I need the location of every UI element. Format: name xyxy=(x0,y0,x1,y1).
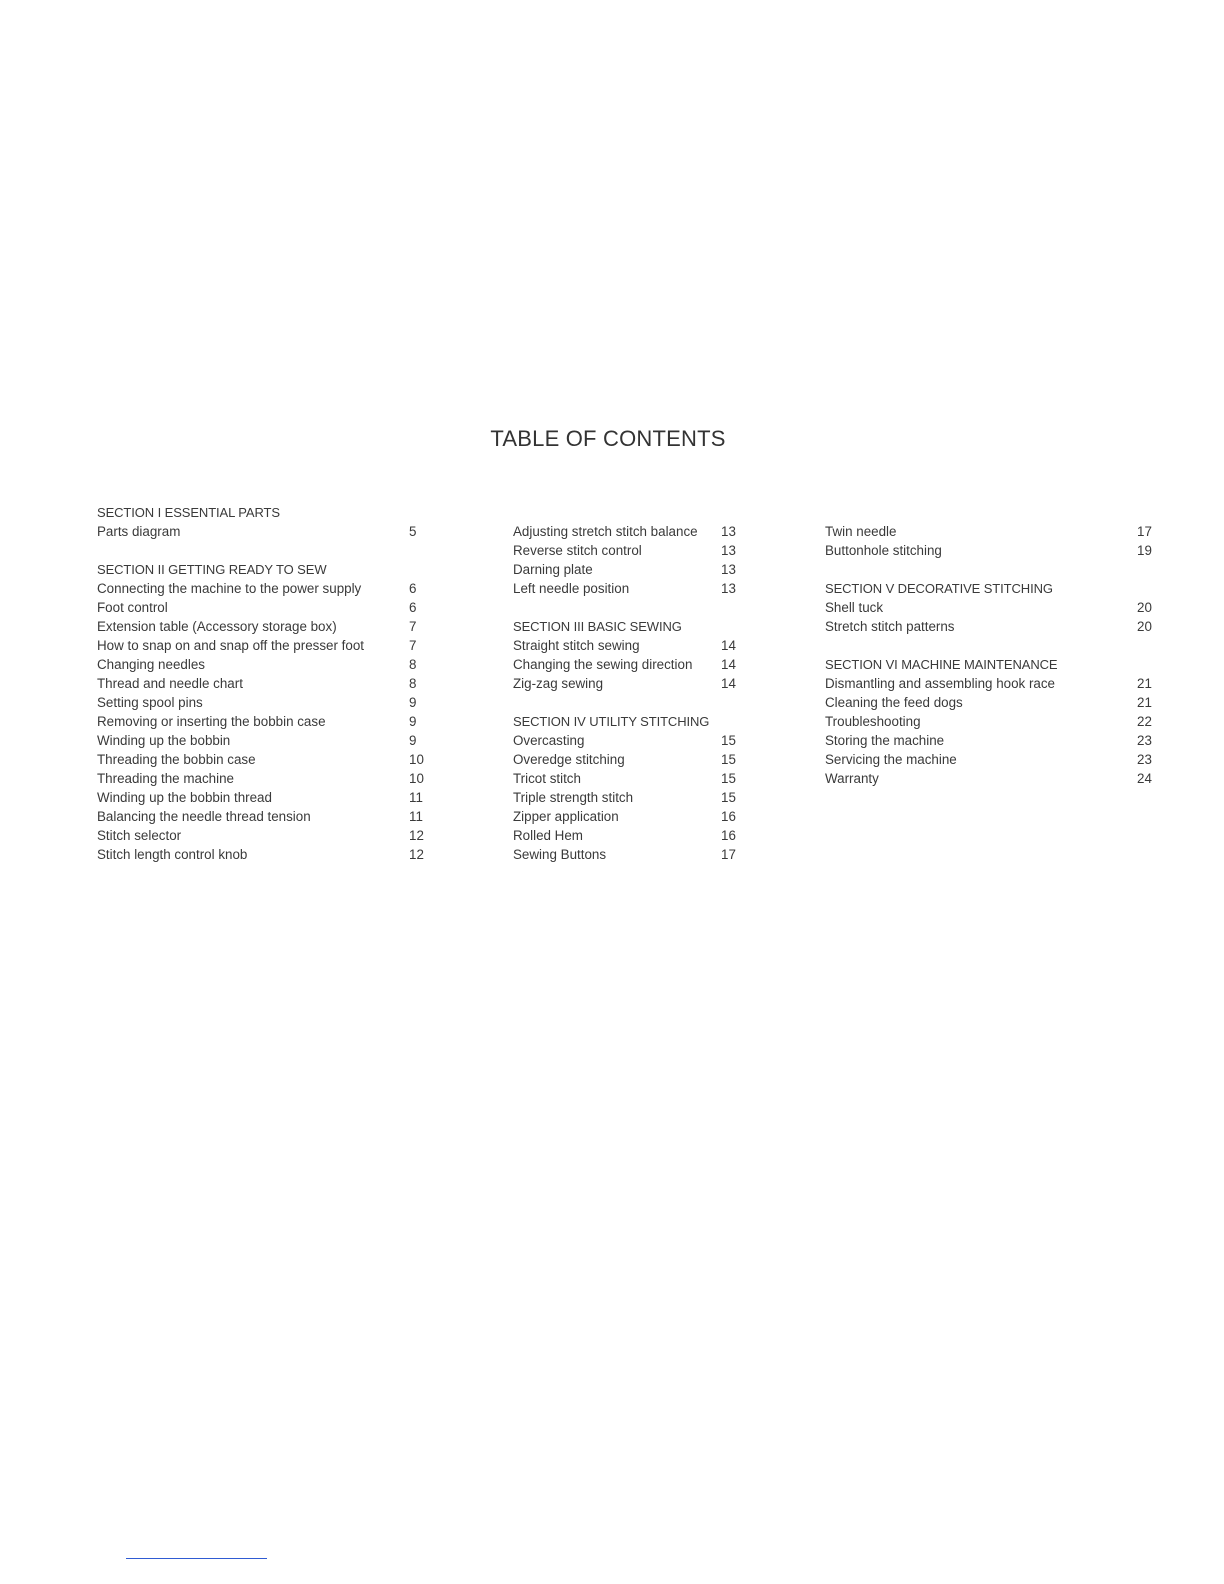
toc-entry xyxy=(825,617,1160,636)
toc-entry-label: Twin needle xyxy=(825,524,897,539)
toc-page-number: 22 xyxy=(1137,714,1152,729)
toc-entry xyxy=(97,750,432,769)
toc-entry-label: Foot control xyxy=(97,600,168,615)
toc-entry-label: Buttonhole stitching xyxy=(825,543,942,558)
toc-entry xyxy=(825,712,1160,731)
toc-entry-label: Winding up the bobbin xyxy=(97,733,231,748)
toc-page-number: 10 xyxy=(409,771,424,786)
page-title: TABLE OF CONTENTS xyxy=(490,426,726,451)
toc-page-number: 11 xyxy=(409,809,423,824)
toc-spacer xyxy=(513,598,745,617)
toc-page-number: 17 xyxy=(721,847,736,862)
toc-entry xyxy=(513,541,745,560)
toc-page-number: 10 xyxy=(409,752,424,767)
toc-page-number: 14 xyxy=(721,657,736,672)
section-heading-label: SECTION III BASIC SEWING xyxy=(513,619,682,634)
toc-entry xyxy=(97,826,432,845)
toc-entry xyxy=(97,845,432,864)
footnote-rule xyxy=(126,1558,267,1559)
toc-entry-label: Zipper application xyxy=(513,809,619,824)
toc-entry xyxy=(825,693,1160,712)
toc-entry xyxy=(97,674,432,693)
section-heading-label: SECTION II GETTING READY TO SEW xyxy=(97,562,327,577)
section-heading-label: SECTION V DECORATIVE STITCHING xyxy=(825,581,1053,596)
toc-page-number: 7 xyxy=(409,638,417,653)
toc-spacer xyxy=(97,541,432,560)
toc-spacer xyxy=(513,503,745,522)
toc-entry-label: Darning plate xyxy=(513,562,593,577)
toc-entry-label: Changing the sewing direction xyxy=(513,657,693,672)
toc-section-heading xyxy=(513,617,745,636)
toc-entry xyxy=(97,807,432,826)
toc-page-number: 16 xyxy=(721,828,736,843)
toc-page-number: 15 xyxy=(721,752,736,767)
toc-entry-label: Thread and needle chart xyxy=(97,676,243,691)
toc-entry xyxy=(97,693,432,712)
toc-entry xyxy=(97,579,432,598)
toc-page-number: 12 xyxy=(409,847,424,862)
toc-entry-label: Threading the machine xyxy=(97,771,234,786)
toc-page-number: 23 xyxy=(1137,733,1152,748)
toc-spacer xyxy=(825,560,1160,579)
toc-entry xyxy=(513,845,745,864)
toc-entry-label: Storing the machine xyxy=(825,733,945,748)
toc-entry xyxy=(513,560,745,579)
toc-entry xyxy=(825,731,1160,750)
toc-entry-label: Stretch stitch patterns xyxy=(825,619,955,634)
toc-entry xyxy=(97,522,432,541)
toc-entry xyxy=(97,636,432,655)
toc-page-number: 21 xyxy=(1137,695,1152,710)
toc-spacer xyxy=(825,636,1160,655)
toc-entry-label: Warranty xyxy=(825,771,879,786)
toc-entry xyxy=(513,750,745,769)
toc-entry xyxy=(513,826,745,845)
toc-entry-label: Sewing Buttons xyxy=(513,847,607,862)
toc-page-number: 24 xyxy=(1137,771,1152,786)
toc-entry-label: Left needle position xyxy=(513,581,630,596)
toc-entry-label: Zig-zag sewing xyxy=(513,676,604,691)
toc-entry xyxy=(513,579,745,598)
toc-page-number: 21 xyxy=(1137,676,1152,691)
toc-entry-label: Servicing the machine xyxy=(825,752,957,767)
toc-page-number: 19 xyxy=(1137,543,1152,558)
toc-page-number: 11 xyxy=(409,790,423,805)
toc-spacer xyxy=(513,693,745,712)
toc-column-2 xyxy=(513,503,745,864)
toc-entry-label: Balancing the needle thread tension xyxy=(97,809,311,824)
toc-page-number: 5 xyxy=(409,524,417,539)
toc-page-number: 13 xyxy=(721,543,736,558)
toc-entry-label: Changing needles xyxy=(97,657,205,672)
toc-entry xyxy=(513,807,745,826)
toc-entry xyxy=(97,655,432,674)
toc-page-number: 13 xyxy=(721,524,736,539)
toc-page-number: 15 xyxy=(721,733,736,748)
toc-entry-label: Winding up the bobbin thread xyxy=(97,790,272,805)
toc-section-heading xyxy=(97,503,432,522)
toc-entry xyxy=(97,788,432,807)
toc-page-number: 20 xyxy=(1137,600,1152,615)
toc-page-number: 6 xyxy=(409,600,417,615)
toc-entry-label: Overedge stitching xyxy=(513,752,625,767)
toc-entry-label: Stitch selector xyxy=(97,828,182,843)
toc-page-number: 13 xyxy=(721,581,736,596)
toc-entry-label: Parts diagram xyxy=(97,524,181,539)
toc-entry-label: Adjusting stretch stitch balance xyxy=(513,524,698,539)
toc-entry-label: Straight stitch sewing xyxy=(513,638,640,653)
toc-entry xyxy=(513,522,745,541)
toc-page-number: 6 xyxy=(409,581,417,596)
toc-entry xyxy=(513,788,745,807)
toc-spacer xyxy=(825,503,1160,522)
toc-column-3 xyxy=(825,503,1160,788)
toc-section-heading xyxy=(513,712,745,731)
section-heading-label: SECTION VI MACHINE MAINTENANCE xyxy=(825,657,1058,672)
toc-page-number: 17 xyxy=(1137,524,1152,539)
toc-entry-label: Setting spool pins xyxy=(97,695,203,710)
toc-page-number: 15 xyxy=(721,790,736,805)
toc-page-number: 15 xyxy=(721,771,736,786)
toc-section-heading xyxy=(97,560,432,579)
toc-entry xyxy=(97,712,432,731)
toc-entry xyxy=(513,636,745,655)
toc-entry-label: Shell tuck xyxy=(825,600,884,615)
toc-page-number: 23 xyxy=(1137,752,1152,767)
section-heading-label: SECTION I ESSENTIAL PARTS xyxy=(97,505,280,520)
toc-entry-label: Connecting the machine to the power supply xyxy=(97,581,362,596)
toc-column-1 xyxy=(97,503,432,864)
toc-entry-label: Cleaning the feed dogs xyxy=(825,695,963,710)
toc-entry-label: Stitch length control knob xyxy=(97,847,248,862)
toc-page-number: 16 xyxy=(721,809,736,824)
toc-page-number: 20 xyxy=(1137,619,1152,634)
toc-entry xyxy=(825,541,1160,560)
toc-page-number: 9 xyxy=(409,714,417,729)
toc-entry xyxy=(97,731,432,750)
toc-entry-label: Reverse stitch control xyxy=(513,543,642,558)
toc-entry xyxy=(513,655,745,674)
toc-page-number: 8 xyxy=(409,676,417,691)
toc-entry xyxy=(825,598,1160,617)
toc-page-number: 9 xyxy=(409,733,417,748)
toc-page-number: 14 xyxy=(721,676,736,691)
toc-page-number: 8 xyxy=(409,657,417,672)
toc-entry-label: Overcasting xyxy=(513,733,585,748)
toc-entry-label: Threading the bobbin case xyxy=(97,752,256,767)
toc-entry xyxy=(825,750,1160,769)
toc-entry-label: How to snap on and snap off the presser foot xyxy=(97,638,364,653)
toc-entry-label: Triple strength stitch xyxy=(513,790,634,805)
section-heading-label: SECTION IV UTILITY STITCHING xyxy=(513,714,710,729)
toc-page-number: 14 xyxy=(721,638,736,653)
toc-entry-label: Troubleshooting xyxy=(825,714,921,729)
toc-section-heading xyxy=(825,655,1160,674)
toc-page-number: 7 xyxy=(409,619,417,634)
toc-page-number: 9 xyxy=(409,695,417,710)
toc-entry xyxy=(513,674,745,693)
toc-page-number: 12 xyxy=(409,828,424,843)
toc-section-heading xyxy=(825,579,1160,598)
toc-entry-label: Tricot stitch xyxy=(513,771,581,786)
toc-entry-label: Rolled Hem xyxy=(513,828,583,843)
toc-entry xyxy=(97,769,432,788)
toc-entry-label: Extension table (Accessory storage box) xyxy=(97,619,337,634)
toc-entry xyxy=(513,769,745,788)
toc-page-number: 13 xyxy=(721,562,736,577)
toc-entry xyxy=(97,598,432,617)
toc-entry xyxy=(825,522,1160,541)
toc-entry-label: Removing or inserting the bobbin case xyxy=(97,714,326,729)
toc-entry xyxy=(97,617,432,636)
toc-entry-label: Dismantling and assembling hook race xyxy=(825,676,1055,691)
toc-entry xyxy=(825,769,1160,788)
toc-entry xyxy=(825,674,1160,693)
toc-entry xyxy=(513,731,745,750)
